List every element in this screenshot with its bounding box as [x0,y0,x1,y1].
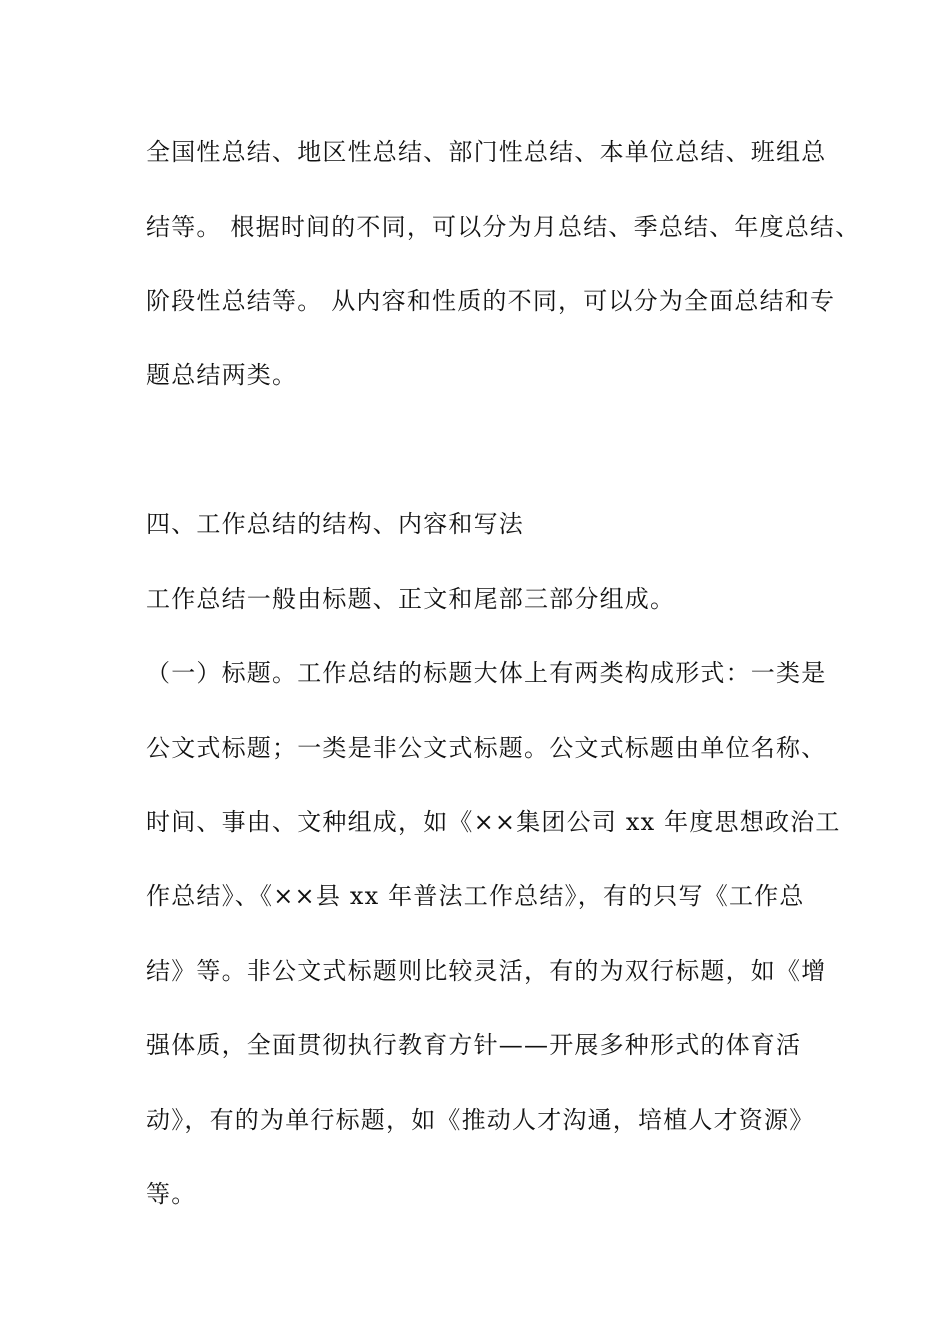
section-heading: 四、工作总结的结构、内容和写法 [146,510,524,538]
paragraph-line: 结等。 根据时间的不同，可以分为月总结、季总结、年度总结、 [146,213,861,241]
paragraph-line: 时间、事由、文种组成，如《××集团公司 xx 年度思想政治工 [146,808,841,836]
paragraph-line: 等。 [146,1180,197,1208]
paragraph-line: 作总结》、《××县 xx 年普法工作总结》，有的只写《工作总 [146,882,805,910]
paragraph-line: 公文式标题；一类是非公文式标题。公文式标题由单位名称、 [146,734,827,762]
paragraph-line: 结》等。非公文式标题则比较灵活，有的为双行标题，如《增 [146,957,827,985]
paragraph-line: 动》，有的为单行标题，如《推动人才沟通，培植人才资源》 [146,1106,815,1134]
paragraph-line: 题总结两类。 [146,361,298,389]
paragraph-line: 全国性总结、地区性总结、部门性总结、本单位总结、班组总 [146,138,827,166]
paragraph-line: 工作总结一般由标题、正文和尾部三部分组成。 [146,585,676,613]
paragraph-line: 强体质，全面贯彻执行教育方针——开展多种形式的体育活 [146,1031,802,1059]
paragraph-line: 阶段性总结等。 从内容和性质的不同，可以分为全面总结和专 [146,287,836,315]
paragraph-line: （一）标题。工作总结的标题大体上有两类构成形式：一类是 [146,659,827,687]
